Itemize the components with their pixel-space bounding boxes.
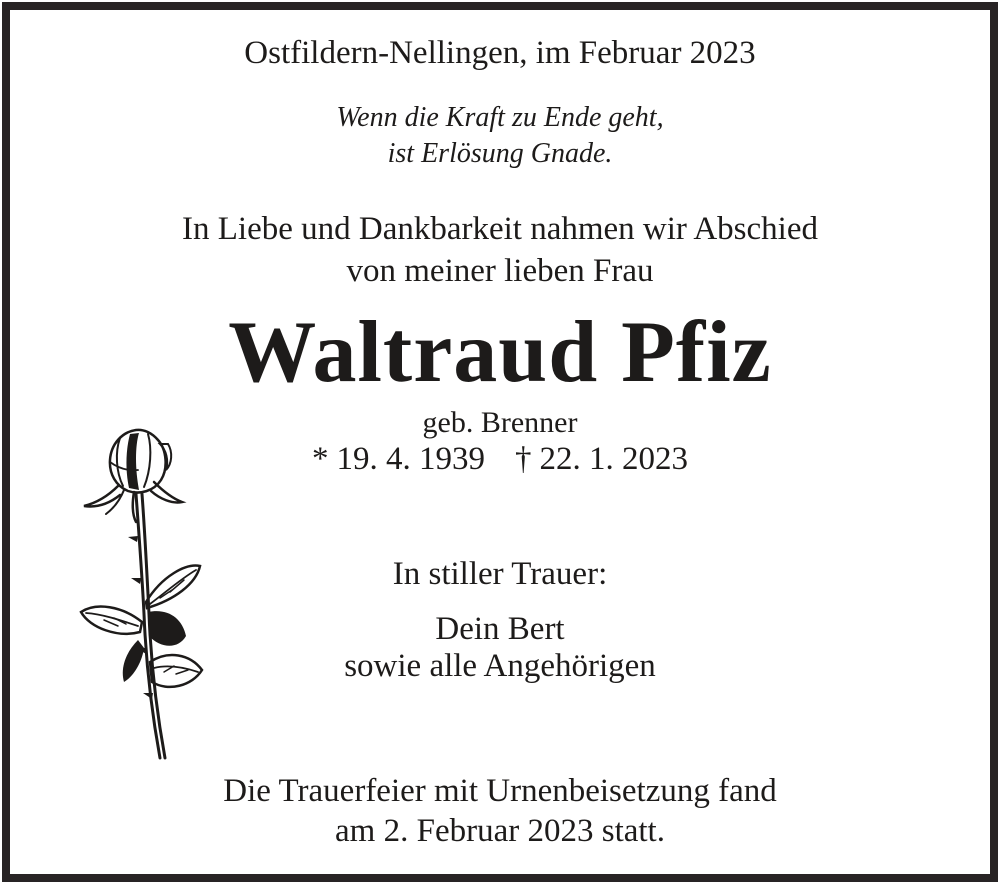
birth-date-group bbox=[312, 441, 485, 477]
birth-star-symbol: * bbox=[312, 441, 329, 477]
rose-icon bbox=[76, 424, 206, 764]
dateline: Ostfildern-Nellingen, im Februar 2023 bbox=[244, 35, 756, 71]
death-cross-symbol: † bbox=[515, 441, 532, 477]
death-date: 22. 1. 2023 bbox=[539, 441, 688, 477]
verse-line-1: Wenn die Kraft zu Ende geht, bbox=[336, 102, 664, 133]
death-date-group bbox=[515, 441, 688, 477]
verse-line-2: ist Erlösung Gnade. bbox=[387, 138, 613, 169]
funeral-note-line-1: Die Trauerfeier mit Urnenbeisetzung fand bbox=[223, 773, 777, 809]
deceased-name: Waltraud Pfiz bbox=[228, 304, 772, 401]
intro-line-2: von meiner lieben Frau bbox=[346, 253, 654, 289]
maiden-name: geb. Brenner bbox=[422, 406, 578, 439]
birth-date: 19. 4. 1939 bbox=[336, 441, 485, 477]
mourning-header: In stiller Trauer: bbox=[392, 556, 608, 592]
mourner-line-1: Dein Bert bbox=[435, 611, 565, 647]
funeral-note-line-2: am 2. Februar 2023 statt. bbox=[335, 813, 665, 849]
mourner-line-2: sowie alle Angehörigen bbox=[344, 648, 656, 684]
intro-line-1: In Liebe und Dankbarkeit nahmen wir Abschied bbox=[182, 211, 818, 247]
